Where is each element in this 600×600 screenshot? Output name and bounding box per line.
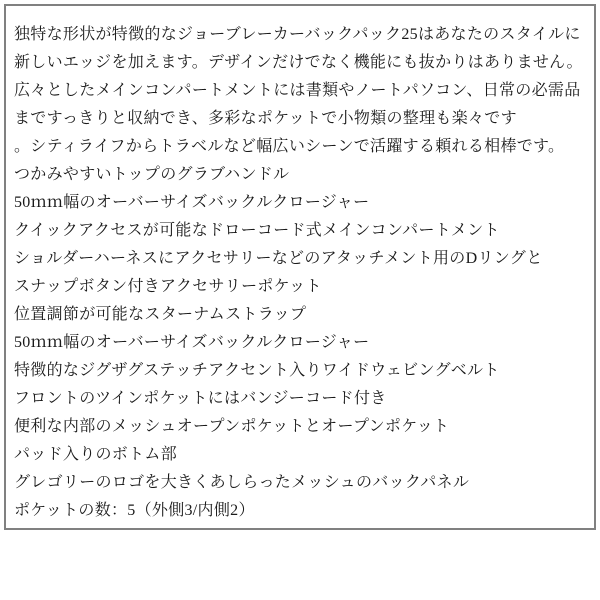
description-line: グレゴリーのロゴを大きくあしらったメッシュのバックパネル bbox=[14, 474, 470, 491]
description-line: ポケットの数：5（外側3/内側2） bbox=[14, 502, 255, 519]
description-line: スナップボタン付きアクセサリーポケット bbox=[14, 278, 322, 295]
description-line: フロントのツインポケットにはバンジーコード付き bbox=[14, 390, 387, 407]
description-line: 新しいエッジを加えます。デザインだけでなく機能にも抜かりはありません。 bbox=[14, 54, 583, 71]
product-description-box bbox=[4, 4, 596, 530]
description-line: 便利な内部のメッシュオープンポケットとオープンポケット bbox=[14, 418, 450, 435]
description-line: 広々としたメインコンパートメントには書類やノートパソコン、日常の必需品 bbox=[14, 82, 581, 99]
description-line: 位置調節が可能なスターナムストラップ bbox=[14, 306, 307, 323]
product-description-text bbox=[14, 21, 588, 525]
description-line: 50ｍｍ幅のオーバーサイズバックルクロージャー bbox=[14, 334, 370, 351]
description-line: 特徴的なジグザグステッチアクセント入りワイドウェビングベルト bbox=[14, 362, 500, 379]
description-line: 独特な形状が特徴的なジョーブレーカーバックパック25はあなたのスタイルに bbox=[14, 26, 581, 43]
description-line: ショルダーハーネスにアクセサリーなどのアタッチメント用のDリングと bbox=[14, 250, 543, 267]
description-line: まですっきりと収納でき、多彩なポケットで小物類の整理も楽々です bbox=[14, 110, 517, 127]
description-line: パッド入りのボトム部 bbox=[14, 446, 178, 463]
description-line: つかみやすいトップのグラブハンドル bbox=[14, 166, 290, 183]
description-line: 50ｍｍ幅のオーバーサイズバックルクロージャー bbox=[14, 194, 370, 211]
description-line: 。シティライフからトラベルなど幅広いシーンで活躍する頼れる相棒です。 bbox=[14, 138, 565, 155]
description-line: クイックアクセスが可能なドローコード式メインコンパートメント bbox=[14, 222, 500, 239]
